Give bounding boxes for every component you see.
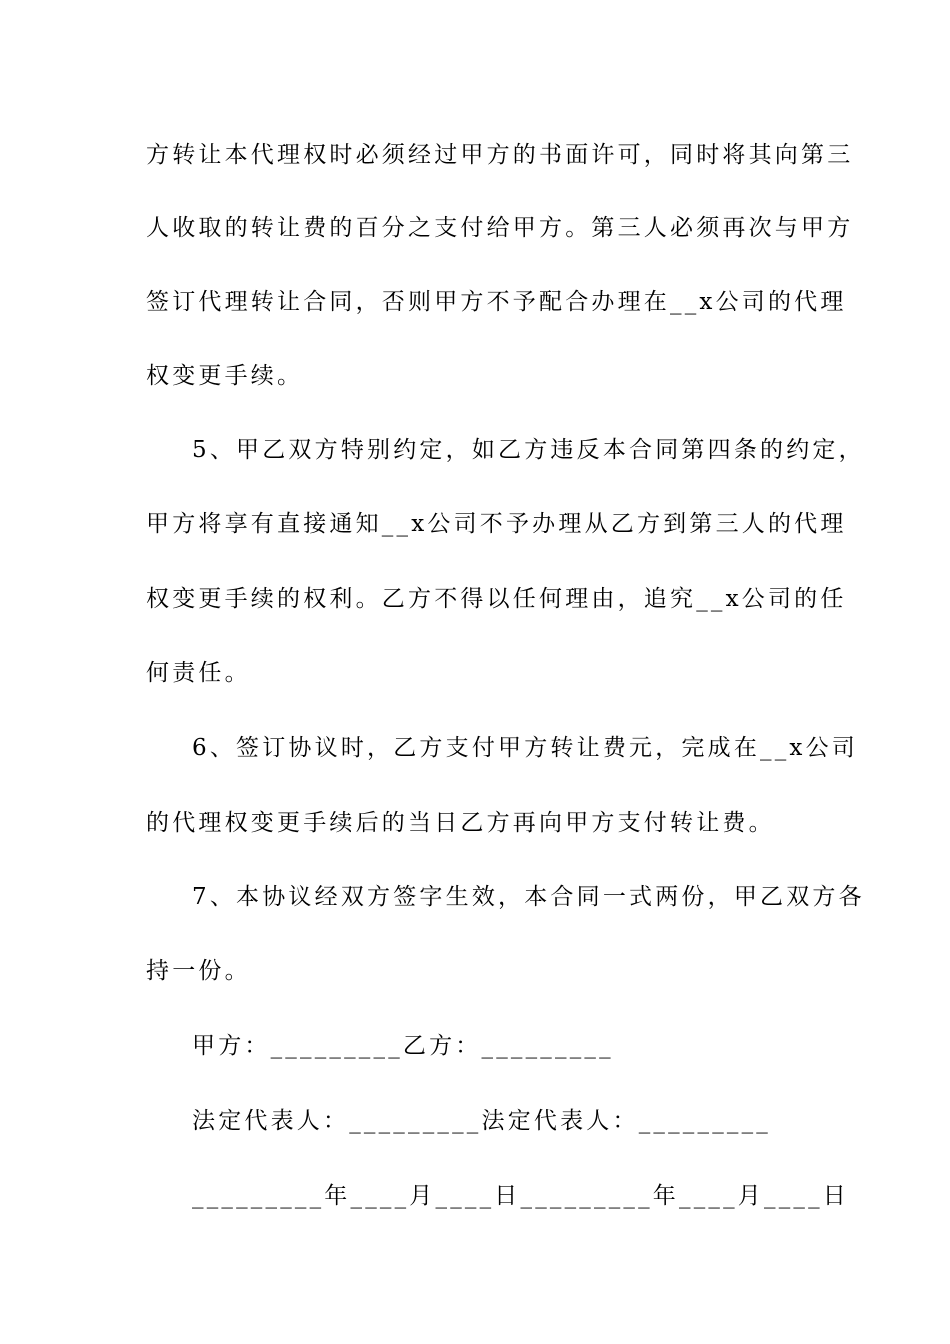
clause-5-line-3: 权变更手续的权利。乙方不得以任何理由，追究__x公司的任	[146, 586, 847, 612]
paragraph-4-line-1: 方转让本代理权时必须经过甲方的书面许可，同时将其向第三	[146, 142, 854, 168]
clause-5-line-4: 何责任。	[146, 660, 251, 686]
paragraph-4-line-4: 权变更手续。	[146, 363, 304, 389]
clause-5-line-1: 5、甲乙双方特别约定，如乙方违反本合同第四条的约定，	[192, 437, 865, 463]
clause-7-line-1: 7、本协议经双方签字生效，本合同一式两份，甲乙双方各	[192, 884, 865, 910]
clause-6-line-2: 的代理权变更手续后的当日乙方再向甲方支付转让费。	[146, 810, 775, 836]
clause-7-line-2: 持一份。	[146, 958, 251, 984]
clause-5-line-2: 甲方将享有直接通知__x公司不予办理从乙方到第三人的代理	[146, 511, 847, 537]
signature-parties-line: 甲方：_________乙方：_________	[192, 1033, 614, 1059]
paragraph-4-line-2: 人收取的转让费的百分之支付给甲方。第三人必须再次与甲方	[146, 215, 854, 241]
signature-dates-line: _________年____月____日_________年____月____日	[192, 1183, 849, 1209]
signature-representatives-line: 法定代表人：_________法定代表人：_________	[192, 1108, 771, 1134]
clause-6-line-1: 6、签订协议时，乙方支付甲方转让费元，完成在__x公司	[192, 735, 859, 761]
paragraph-4-line-3: 签订代理转让合同，否则甲方不予配合办理在__x公司的代理	[146, 289, 847, 315]
